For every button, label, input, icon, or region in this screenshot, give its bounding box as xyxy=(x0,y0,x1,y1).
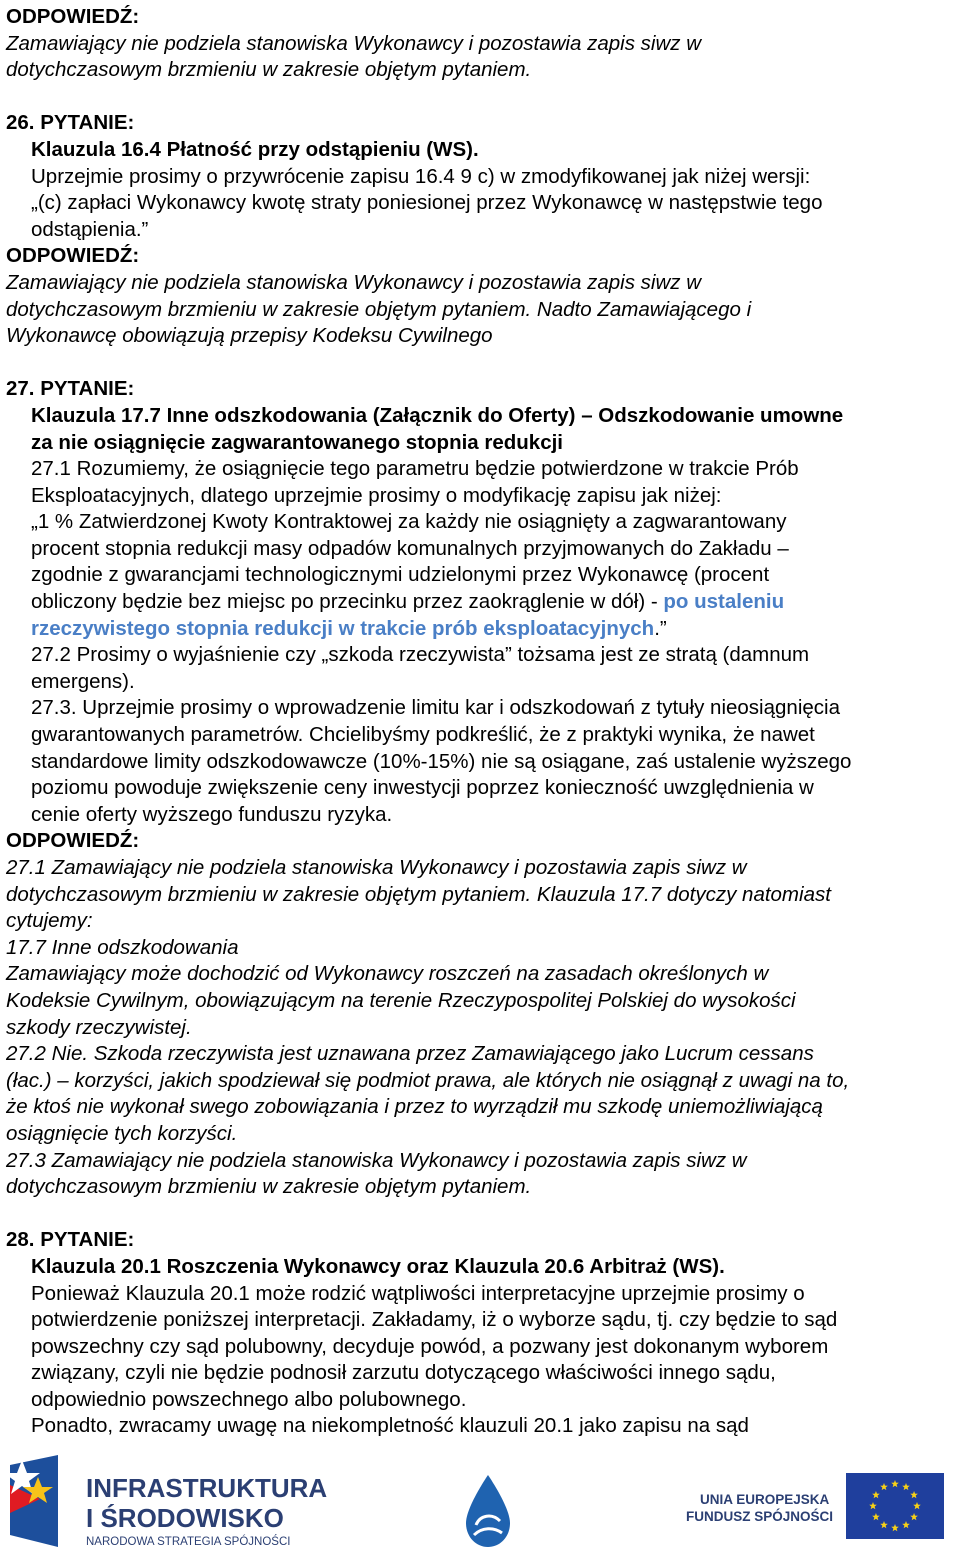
nss-logo-icon xyxy=(4,1455,58,1547)
text-line xyxy=(6,164,958,191)
blank-line xyxy=(6,84,958,111)
text-line xyxy=(6,1307,958,1334)
text-line xyxy=(6,695,958,722)
footer-logos xyxy=(0,1455,960,1555)
line-text: Klauzula 16.4 Płatność przy odstąpieniu (WS). xyxy=(31,137,479,161)
text-line xyxy=(6,456,958,483)
line-text: Ponadto, zwracamy uwagę na niekompletność klauzuli 20.1 jako zapisu na sąd xyxy=(31,1414,749,1438)
text-line xyxy=(6,855,958,882)
line-text: 17.7 Inne odszkodowania xyxy=(6,935,239,959)
line-text: szkody rzeczywistej. xyxy=(6,1015,192,1039)
text-line xyxy=(6,988,958,1015)
logo3-line1: UNIA EUROPEJSKA xyxy=(700,1492,830,1507)
line-text: Kodeksie Cywilnym, obowiązującym na terenie Rzeczypospolitej Polskiej do wysokości xyxy=(6,988,796,1012)
line-text: dotychczasowym brzmieniu w zakresie objętym pytaniem. xyxy=(6,1175,532,1199)
text-line xyxy=(6,775,958,802)
logo3-line2: FUNDUSZ SPÓJNOŚCI xyxy=(686,1509,834,1524)
line-text: 26. PYTANIE: xyxy=(6,111,135,135)
text-line xyxy=(6,882,958,909)
blank-line xyxy=(6,350,958,377)
line-text: Eksploatacyjnych, dlatego uprzejmie prosimy o modyfikację zapisu jak niżej: xyxy=(31,483,722,507)
line-text: Wykonawcę obowiązują przepisy Kodeksu Cywilnego xyxy=(6,324,493,348)
line-text: 27.3 Zamawiający nie podziela stanowiska Wykonawcy i pozostawia zapis siwz w xyxy=(6,1148,747,1172)
eu-flag-icon xyxy=(846,1473,944,1539)
text-line xyxy=(6,4,958,31)
line-text: 27.1 Zamawiający nie podziela stanowiska Wykonawcy i pozostawia zapis siwz w xyxy=(6,856,747,879)
line-text: poziomu powoduje zwiększenie ceny inwestycji poprzez konieczność uwzględnienia w xyxy=(31,776,814,800)
line-text: Klauzula 17.7 Inne odszkodowania (Załącznik do Oferty) – Odszkodowanie umowne xyxy=(31,403,844,427)
line-text: standardowe limity odszkodowawcze (10%-15%) nie są osiągane, zaś ustalenie wyższego xyxy=(31,749,852,773)
text-line xyxy=(6,509,958,536)
line-text: 27. PYTANIE: xyxy=(6,377,135,401)
text-line xyxy=(6,57,958,84)
line-text: (łac.) – korzyści, jakich spodziewał się podmiot prawa, ale których nie osiągnął z uwagi na to, xyxy=(6,1068,850,1092)
highlighted-text: po ustaleniu xyxy=(663,590,785,614)
line-text: Zamawiający nie podziela stanowiska Wykonawcy i pozostawia zapis siwz w xyxy=(6,31,701,55)
highlighted-text: rzeczywistego stopnia redukcji w trakcie prób eksploatacyjnych xyxy=(31,616,655,640)
text-line xyxy=(6,961,958,988)
text-line xyxy=(6,1281,958,1308)
line-text: potwierdzenie poniższej interpretacji. Zakładamy, iż o wyborze sądu, tj. czy będzie to sąd xyxy=(31,1308,838,1332)
text-line xyxy=(6,1360,958,1387)
line-text: powszechny czy sąd polubowny, decyduje powód, a pozwany jest dokonanym wyborem xyxy=(31,1334,829,1358)
line-text: Zamawiający nie podziela stanowiska Wykonawcy i pozostawia zapis siwz w xyxy=(6,270,701,294)
text-line xyxy=(6,403,958,430)
footer-logos-svg xyxy=(0,1455,960,1555)
text-line xyxy=(6,430,958,457)
text-line xyxy=(6,1387,958,1414)
text-line xyxy=(6,908,958,935)
line-text: ODPOWIEDŹ: xyxy=(6,244,140,268)
text-line xyxy=(6,1041,958,1068)
line-text: gwarantowanych parametrów. Chcielibyśmy podkreślić, że z praktyki wynika, że nawet xyxy=(31,723,815,747)
line-text: Ponieważ Klauzula 20.1 może rodzić wątpliwości interpretacyjne uprzejmie prosimy o xyxy=(31,1281,805,1305)
line-text: osiągnięcie tych korzyści. xyxy=(6,1121,238,1145)
logo1-line2: I ŚRODOWISKO xyxy=(86,1503,284,1533)
text-line xyxy=(6,217,958,244)
line-text-after: .” xyxy=(654,616,667,640)
text-line xyxy=(6,1254,958,1281)
line-text: cytujemy: xyxy=(6,909,93,933)
line-text: odstąpienia.” xyxy=(31,217,149,241)
text-line xyxy=(6,722,958,749)
line-text: dotychczasowym brzmieniu w zakresie objętym pytaniem. Nadto Zamawiającego i xyxy=(6,297,752,321)
line-text: procent stopnia redukcji masy odpadów komunalnych przyjmowanych do Zakładu – xyxy=(31,536,789,560)
text-line xyxy=(6,536,958,563)
text-line xyxy=(6,642,958,669)
document-body xyxy=(6,4,958,1440)
line-text: „1 % Zatwierdzonej Kwoty Kontraktowej za każdy nie osiągnięty a zagwarantowany xyxy=(31,510,787,534)
text-line xyxy=(6,1094,958,1121)
line-text: obliczony będzie bez miejsc po przecinku przez zaokrąglenie w dół) - xyxy=(31,590,664,614)
text-line xyxy=(6,1148,958,1175)
line-text: „(c) zapłaci Wykonawcy kwotę straty poniesionej przez Wykonawcę w następstwie tego xyxy=(31,191,823,215)
line-text: Klauzula 20.1 Roszczenia Wykonawcy oraz Klauzula 20.6 Arbitraż (WS). xyxy=(31,1254,725,1278)
line-text: Uprzejmie prosimy o przywrócenie zapisu 16.4 9 c) w zmodyfikowanej jak niżej wersji: xyxy=(31,164,811,188)
text-line xyxy=(6,935,958,962)
line-text: że ktoś nie wykonał swego zobowiązania i przez to wyrządził mu szkodę uniemożliwiającą xyxy=(6,1095,823,1119)
text-line xyxy=(6,589,958,616)
text-line xyxy=(6,749,958,776)
text-line xyxy=(6,376,958,403)
line-text: ODPOWIEDŹ: xyxy=(6,5,140,28)
line-text: dotychczasowym brzmieniu w zakresie objętym pytaniem. Klauzula 17.7 dotyczy natomiast xyxy=(6,882,831,906)
text-line xyxy=(6,1413,958,1440)
text-line xyxy=(6,137,958,164)
text-line xyxy=(6,562,958,589)
logo1-line3: NARODOWA STRATEGIA SPÓJNOŚCI xyxy=(86,1536,291,1548)
blank-line xyxy=(6,1201,958,1228)
line-text: odpowiednio powszechnego albo polubownego. xyxy=(31,1387,467,1411)
text-line xyxy=(6,1121,958,1148)
text-line xyxy=(6,828,958,855)
text-line xyxy=(6,802,958,829)
text-line xyxy=(6,270,958,297)
logo1-line1: INFRASTRUKTURA xyxy=(86,1473,328,1503)
text-line xyxy=(6,483,958,510)
line-text: dotychczasowym brzmieniu w zakresie objętym pytaniem. xyxy=(6,58,532,82)
line-text: 28. PYTANIE: xyxy=(6,1228,135,1252)
text-line xyxy=(6,243,958,270)
text-line xyxy=(6,297,958,324)
line-text: zgodnie z gwarancjami technologicznymi udzielonymi przez Wykonawcę (procent xyxy=(31,563,770,587)
text-line xyxy=(6,323,958,350)
line-text: cenie oferty wyższego funduszu ryzyka. xyxy=(31,802,393,826)
text-line xyxy=(6,1068,958,1095)
water-drop-logo-icon xyxy=(466,1475,510,1547)
line-text: związany, czyli nie będzie podnosił zarzutu dotyczącego właściwości innego sądu, xyxy=(31,1361,776,1385)
line-text: ODPOWIEDŹ: xyxy=(6,829,140,853)
text-line xyxy=(6,669,958,696)
line-text: emergens). xyxy=(31,669,135,693)
text-line xyxy=(6,1227,958,1254)
line-text: Zamawiający może dochodzić od Wykonawcy roszczeń na zasadach określonych w xyxy=(6,962,769,986)
line-text: 27.1 Rozumiemy, że osiągnięcie tego parametru będzie potwierdzone w trakcie Prób xyxy=(31,457,799,481)
text-line xyxy=(6,31,958,58)
text-line xyxy=(6,1015,958,1042)
line-text: 27.2 Prosimy o wyjaśnienie czy „szkoda rzeczywista” tożsama jest ze stratą (damnum xyxy=(31,643,810,667)
text-line xyxy=(6,1174,958,1201)
text-line xyxy=(6,110,958,137)
text-line xyxy=(6,616,958,643)
line-text: 27.2 Nie. Szkoda rzeczywista jest uznawana przez Zamawiającego jako Lucrum cessans xyxy=(6,1042,814,1066)
line-text: 27.3. Uprzejmie prosimy o wprowadzenie limitu kar i odszkodowań z tytuły nieosiągnięcia xyxy=(31,696,840,720)
line-text: za nie osiągnięcie zagwarantowanego stopnia redukcji xyxy=(31,430,563,454)
text-line xyxy=(6,190,958,217)
text-line xyxy=(6,1334,958,1361)
